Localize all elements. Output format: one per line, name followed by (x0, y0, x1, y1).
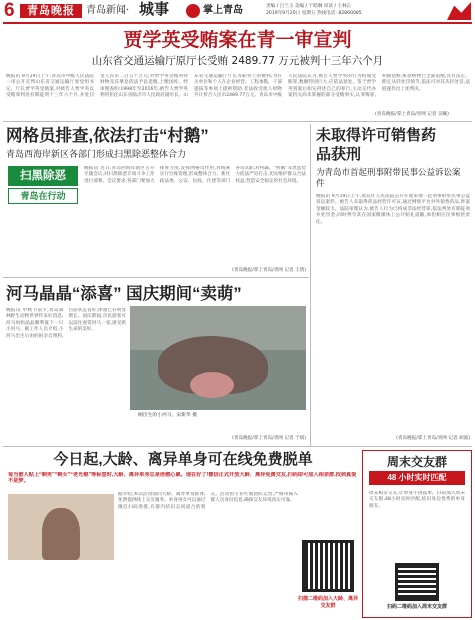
article-1-headline: 贾学英受贿案在青一审宣判 (123, 30, 352, 51)
masthead-rule (3, 22, 472, 24)
article-5-body: 据介绍,本次活动面向大龄、离异单身群体,免费提供线上交友服务。单身男女可以通过微信扫码进群,在群内结识志同道合的朋友。活动由专业红娘团队运营,严格审核入群人员身份信息,确保交友环境真实可靠。 (118, 492, 298, 510)
hippo-photo (130, 306, 306, 410)
article-3-subhead: 为青岛市首起刑事附带民事公益诉讼案件 (316, 168, 461, 189)
article-2-headline: 网格员排查,依法打击“村鹅” (6, 127, 209, 145)
app-logo (186, 4, 248, 18)
divider (3, 121, 472, 122)
photo-hippo-baby (190, 372, 234, 398)
badge-subtitle: 青岛在行动 (8, 188, 78, 204)
column-divider (310, 124, 311, 446)
article-5-qr-code[interactable] (302, 540, 354, 592)
article-4-body: 晚报讯 中秋节前夕,青岛森林野生动物世界传来好消息,河马妈妈晶晶顺利诞下一只小河马。据工作人员介绍,小河马出生后由妈妈亲自照料,目前状态良好,体重已有明显增长。国庆期间,市民游客可以前往观赏河马一家,感受新生命的美好。 (6, 308, 126, 339)
article-5-photo (8, 494, 114, 560)
article-5-qr-label: 扫描二维码加入大龄、离异交友群 (298, 596, 359, 609)
paper-name: 青岛晚报 (20, 4, 82, 18)
article-3-body: 晚报讯 9月19日上午,黄岛区人民法院公开开庭审理一起刑事附带民事公益诉讼案件。被告人未取得药品经营许可证,通过网络平台对外销售药品,涉案金额较大。法院审理认为,被告人行为已构成非法经营罪,依法判处有期徒刑并处罚金,同时判令其在国家级媒体上公开赔礼道歉,承担相应民事赔偿责任。 (316, 194, 470, 225)
ad-title: 周末交友群 (386, 455, 447, 469)
photo-caption: 刚出生的小河马。宋新华 摄 (138, 413, 198, 418)
page-number: 6 (4, 0, 15, 21)
ad-body: 周末相亲交友,让单身不再孤单。扫码加入周末交友群,48小时实时匹配,结识身边优秀的单身朋友。 (369, 491, 465, 509)
article-5-headline: 今日起,大龄、离异单身可在线免费脱单 (53, 451, 313, 468)
masthead-figure (447, 2, 471, 20)
app-name: 掌上青岛 (203, 5, 243, 16)
article-5-deck: 每当被人贴上“剩男”“剩女”“老光棍”等标签时,大龄、离异单身总是倍感心累。现在好了!微信正式开放大龄、离异免费交友,扫码即可加入相亲群,找到真爱不是梦。 (8, 472, 357, 485)
sidebar-ad (362, 450, 472, 618)
article-2-credit: (青岛晚报/掌上青岛/青网 记者 王倩) (232, 268, 306, 273)
article-3-credit: (青岛晚报/掌上青岛/青网 记者 胡波) (396, 436, 470, 441)
section-prefix: 青岛新闻· (86, 5, 130, 16)
article-4-credit: (青岛晚报/掌上青岛/青网 记者 于斌) (232, 436, 306, 441)
ad-subtitle: 48 小时实时匹配 (369, 471, 465, 485)
masthead (0, 0, 475, 22)
date-line: 2019年9月20日 星期五 热线电话: 82860085 (266, 11, 362, 16)
photo-figure (42, 508, 80, 560)
badge-title: 扫黑除恶 (8, 166, 78, 186)
article-1-subhead: 山东省交通运输厅原厅长受贿 2489.77 万元被判十三年六个月 (91, 55, 384, 67)
article-1-body: 晚报讯 9月19日上午,青岛市中级人民法院一审公开宣判山东省交通运输厅原党组书记、厅长贾学英受贿案,对被告人贾学英以受贿罪判处有期徒刑十三年六个月,并处罚金人民币二百五十万元;对贾学英受贿所得财物及其孳息依法予以追缴,上缴国库。经审理查明:1998年至2016年,被告人贾学英利用担任山东省临沂市人民政府副市长、山东省交通运输厅厅长等职务上的便利,为有关单位和个人在企业经营、工程承揽、干部提拔等事项上提供帮助,非法收受他人财物共计折合人民币2489.77万元。青岛市中级人民法院认为,被告人贾学英的行为构成受贿罪,数额特别巨大,应依法惩处。鉴于贾学英到案后如实供述自己的罪行,主动交代办案机关尚未掌握的部分受贿事实,认罪悔罪,积极退赃,赃款赃物已全部追缴,具有法定、酌定从轻处罚情节,依法可对其从轻处罚,法庭遂作出上述判决。 (6, 74, 470, 99)
divider (3, 277, 309, 278)
article-1-credit: (青岛晚报/掌上青岛/青网 记者 吴曦) (375, 112, 449, 117)
ad-qr-code[interactable] (395, 563, 439, 601)
article-2-badge (8, 166, 78, 206)
article-2-subhead: 青岛西海岸新区各部门形成扫黑除恶整体合力 (6, 150, 187, 160)
app-icon (186, 4, 200, 18)
article-4-headline: 河马晶晶“添喜” 国庆期间“卖萌” (6, 285, 242, 303)
article-3-headline: 未取得许可销售药品获刑 (316, 127, 437, 163)
section-title: 城事 (139, 1, 170, 18)
divider (3, 446, 472, 447)
article-2-body: 晚报讯 近日,青岛西海岸新区召开专题会议,对扫黑除恶专项斗争工作进行部署。会议要求,各部门要加大排查力度,发挥网格员作用,对线索实行台账管理,形成整体合力。新区政法委、公安、民政、住建等部门各司其职,对村霸、“村鹅”等黑恶势力依法严厉打击,切实维护群众合法权益,营造安全稳定的社会环境。 (84, 166, 306, 184)
editors-line: 责编 / 吕兰玉 美编 / 于皓琳 审读 / 王林正 (266, 4, 352, 9)
ad-qr-label: 扫码二维码加入周末交友群 (386, 604, 447, 610)
